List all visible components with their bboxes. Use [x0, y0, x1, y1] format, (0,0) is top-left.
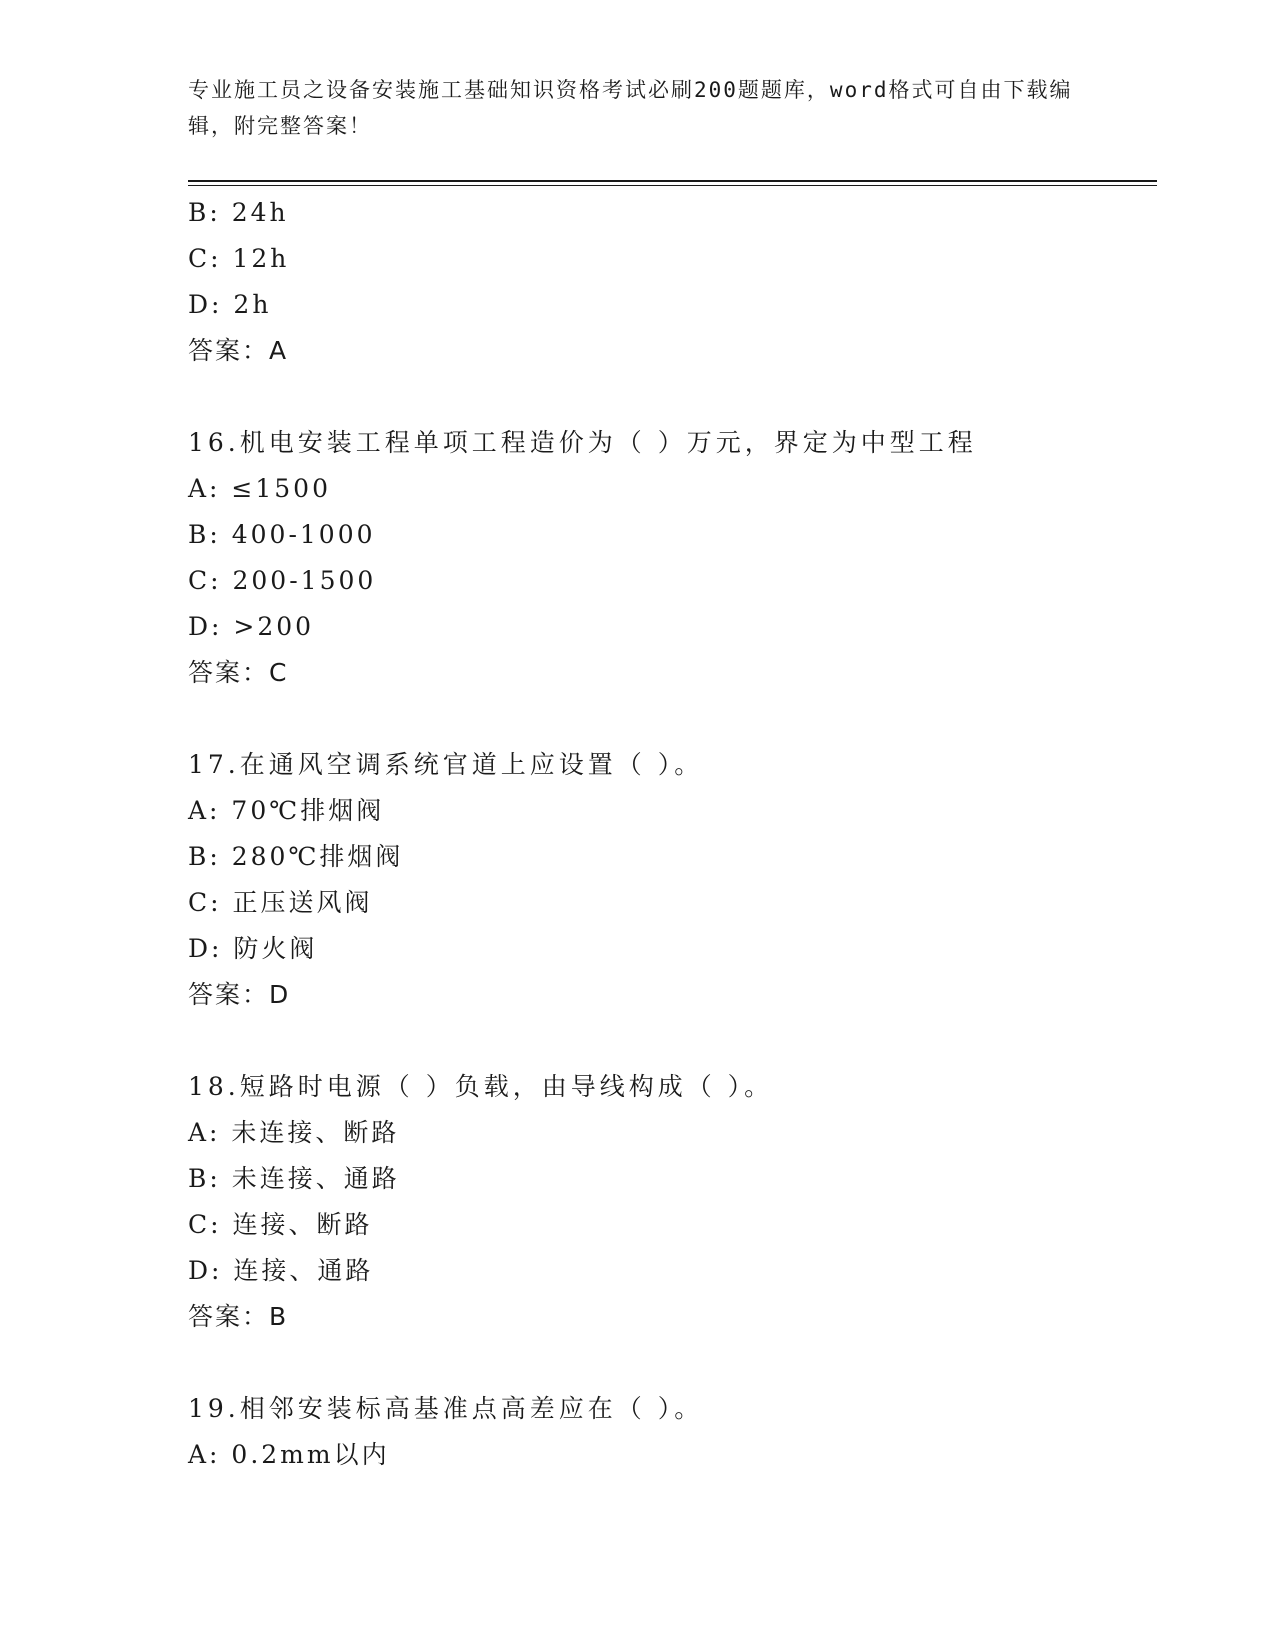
- document-header: 专业施工员之设备安装施工基础知识资格考试必刷200题题库，word格式可自由下载编辑，附完整答案！: [188, 78, 1073, 138]
- option-line: C: 200-1500: [188, 566, 377, 595]
- question-text: 19.相邻安装标高基准点高差应在（ ）。: [188, 1394, 704, 1423]
- option-line: A: 未连接、断路: [188, 1118, 400, 1147]
- answer-line: 答案：B: [188, 1302, 289, 1331]
- option-line: C: 正压送风阀: [188, 888, 373, 917]
- question-block: [188, 420, 1157, 696]
- question-list: [188, 190, 1157, 1478]
- option-line: C: 12h: [188, 244, 290, 273]
- question-block: [188, 742, 1157, 1018]
- option-line: D: >200: [188, 612, 315, 641]
- question-text: 17.在通风空调系统官道上应设置（ ）。: [188, 750, 704, 779]
- option-line: D: 防火阀: [188, 934, 318, 963]
- question-block: [188, 1064, 1157, 1340]
- option-line: B: 280℃排烟阀: [188, 842, 404, 871]
- answer-line: 答案：C: [188, 658, 289, 687]
- question-block: [188, 190, 1157, 374]
- option-line: B: 24h: [188, 198, 289, 227]
- answer-line: 答案：D: [188, 980, 291, 1009]
- option-line: D: 2h: [188, 290, 272, 319]
- option-line: B: 未连接、通路: [188, 1164, 400, 1193]
- question-block: [188, 1386, 1157, 1478]
- header-divider-thin: [188, 185, 1157, 186]
- option-line: C: 连接、断路: [188, 1210, 373, 1239]
- option-line: B: 400-1000: [188, 520, 376, 549]
- question-text: 18.短路时电源（ ）负载，由导线构成（ ）。: [188, 1072, 774, 1101]
- option-line: A: 0.2mm以内: [188, 1440, 390, 1469]
- header-divider-thick: [188, 180, 1157, 182]
- question-text: 16.机电安装工程单项工程造价为（ ）万元，界定为中型工程: [188, 428, 977, 457]
- option-line: A: 70℃排烟阀: [188, 796, 385, 825]
- option-line: D: 连接、通路: [188, 1256, 374, 1285]
- option-line: A: ≤1500: [188, 474, 331, 503]
- answer-line: 答案：A: [188, 336, 289, 365]
